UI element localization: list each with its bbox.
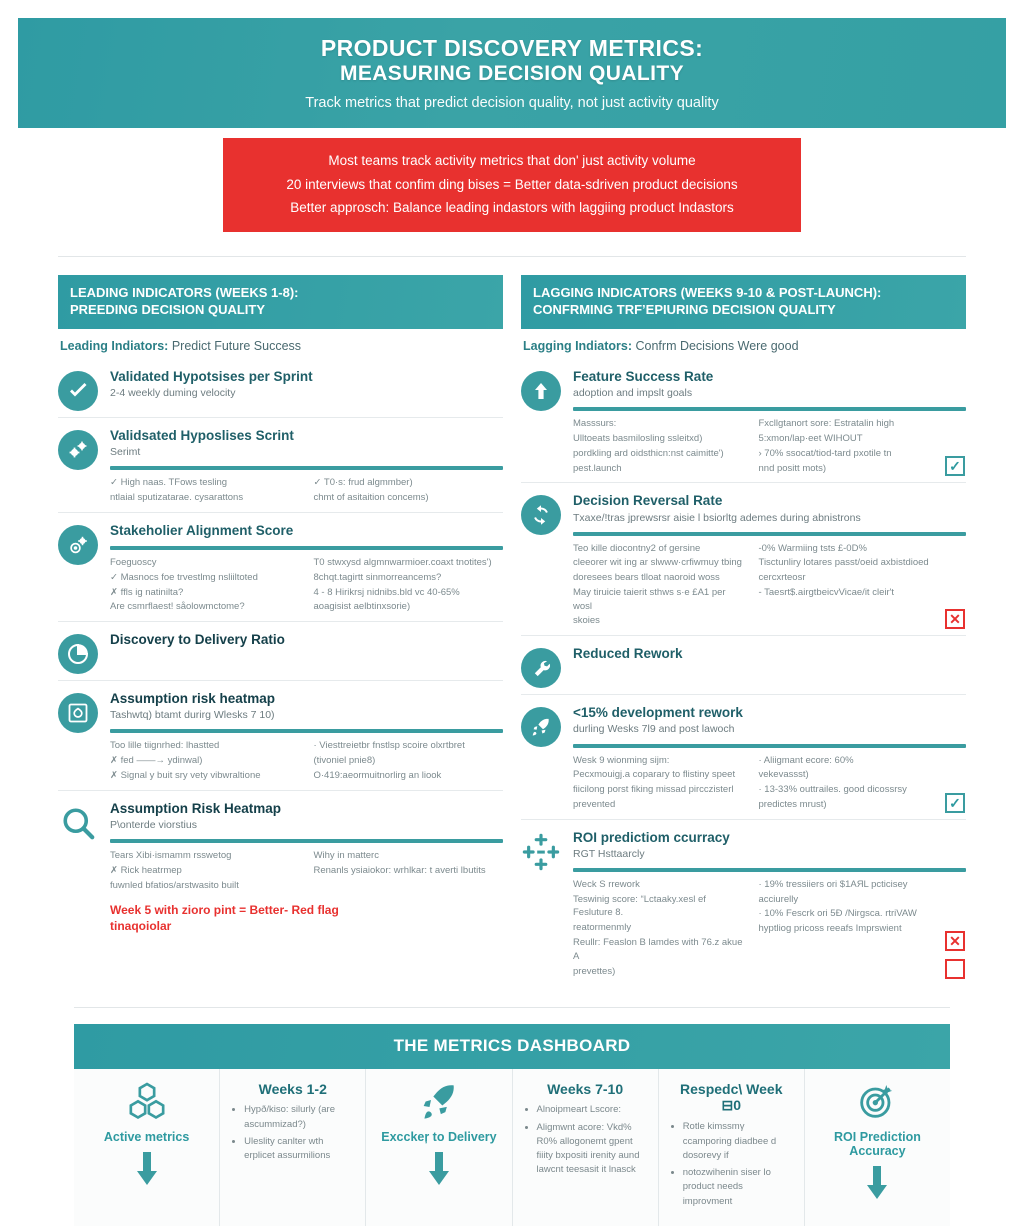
metric-body [573,493,966,629]
dashboard-title: THE METRICS DASHBOARD [74,1024,950,1069]
metric-detail-left [573,754,745,813]
leading-indicators-column [58,275,503,985]
detail-line: Weck S rrework [573,878,640,890]
detail-line: chmt of asitaition concems) [313,492,429,504]
status-checkbox-cross[interactable]: ✕ [945,931,965,951]
dashboard-cell-label: Excckeŗ to Delivery [381,1130,497,1145]
metric-detail-right [759,878,931,979]
dashboard-cell-heading: Weeks 7-10 [547,1081,624,1098]
metric-detail-right [759,417,931,476]
lagging-header-line-2: CONFRMING TRF’EPIURING DECISION QUALITY [533,302,836,318]
red-flag-note [110,903,503,934]
metric-details [110,556,503,615]
metric-detail-right [314,556,504,615]
target-icon [817,1081,938,1126]
red-flag-line-1: Week 5 with zioro pint = Better- Red flag [110,903,339,918]
alert-line-2: 20 interviews that confim ding bises = Better data-sdriven product decisions [286,176,738,192]
detail-line: nnd positt mots) [758,462,827,474]
list-item: • notozwihenin siser lo product needs improvment [683,1166,792,1209]
metric-item [58,790,503,941]
status-checkbox-cross[interactable]: ✕ [945,609,965,629]
lagging-subtitle-bold: Lagging Indiators: [523,338,633,353]
detail-line: Masssurs: [573,418,617,430]
leading-subtitle-bold: Leading Indiators: [60,338,169,353]
metric-divider-bar [573,532,966,536]
dashboard-cells [74,1069,950,1226]
detail-line: cleeorer wit ing ar slwww·crfiwmuy tbing [573,557,742,569]
metric-details [573,542,966,630]
metric-divider-bar [573,744,966,748]
metric-item [521,694,966,818]
leading-header-line-1: LEADING INDICATORS (WEEKS 1-8): [70,284,299,300]
metric-detail-left [573,542,745,630]
metric-detail-left [110,476,300,506]
metric-title: <15% development rework [573,705,743,721]
detail-line: doresees bears tlloat naoroid woss [573,572,720,584]
list-item: • Alnoipmeart Lscore: [537,1103,646,1117]
metric-divider-bar [110,729,503,733]
dashboard-cell-list [525,1103,646,1177]
detail-line: ✓ High naas. TFows tesling [110,477,228,489]
metric-body [110,428,503,506]
detail-line: Too lille tiignrhed: lhastted [110,740,220,752]
detail-line: fuwnled bfatios/arstwasito built [110,879,239,891]
detail-line: skoies [573,615,600,627]
metric-status-marks [944,878,966,979]
detail-line: vekevassst) [758,769,809,781]
metric-item [58,680,503,790]
down-arrow-icon [134,1152,160,1191]
detail-line: ntlaial sputizatarae. cysarattons [110,492,244,504]
metric-subtitle: Serimt [110,446,141,459]
detail-line: fiicilong porst fiking missad pircczisterl [573,784,734,796]
metric-body [573,369,966,476]
arrow-up-circle-icon [521,371,561,411]
gear-settings-icon [58,525,98,565]
detail-line: Wihy in matterc [313,849,379,861]
lagging-metric-list [521,359,966,985]
metric-details [573,878,966,979]
detail-line: · 10% Fescrk ori 5Ɖ /Nirgsca. rtriVAW [758,908,917,920]
metric-subtitle: RGT Hsttaarcly [573,847,645,860]
metric-status-marks [944,754,966,813]
metric-detail-left [110,739,300,783]
alert-line-1: Most teams track activity metrics that don' just activity volume [328,153,696,168]
metric-body [573,830,966,980]
page-title [321,35,703,87]
status-checkbox-checked[interactable]: ✓ [945,793,965,813]
detail-line: · Aliigmant ecore: 60% [758,754,854,766]
metric-subtitle: 2-4 weekly duming velocity [110,387,236,400]
down-arrow-icon [426,1152,452,1191]
metric-item [58,359,503,417]
metric-detail-left [573,417,745,476]
metric-body [573,646,966,688]
detail-line: ✗ ffls ig natinilta? [110,586,184,598]
indicator-columns [58,256,966,985]
metric-item [521,635,966,694]
detail-line: Tisctunliry lotares passt/oeid axbistdioed [758,557,929,569]
metric-subtitle: Txaxe/!tras jprewsrsr aisie l bsiorltg ademes during abnistrons [573,511,861,524]
red-flag-line-2: tinaqoiolar [110,918,172,933]
metric-item [58,417,503,512]
metric-item [521,359,966,482]
metric-detail-right [759,754,931,813]
detail-line: Teswinig score: “Lctaaky.xesl ef Fesluture 8. [573,893,706,919]
metric-body [110,523,503,615]
metric-title: Decision Reversal Rate [573,493,723,509]
detail-line: Teo kille diocontny2 of gersine [573,542,701,554]
metric-detail-left [110,849,300,893]
dashboard-cell-label: ROI Prediction Accuracy [834,1130,921,1159]
metric-status-marks [944,417,966,476]
lagging-indicators-column [521,275,966,985]
detail-line: -0% Warmiing tsts £-0D% [758,542,867,554]
leading-column-header [58,275,503,329]
detail-line: Ulltoeats basmilosling ssleitxd) [573,433,703,445]
leading-subtitle-rest: Predict Future Success [168,338,302,353]
detail-line: ✗ Signal y buit sry vety vibwraltione [110,769,261,781]
dashboard-cell [74,1069,219,1226]
detail-line: · 19% tressiiers ori $1AЯL pcticisey [758,878,908,890]
metric-details [110,849,503,893]
metrics-dashboard [74,1007,950,1226]
metric-detail-left [573,878,745,979]
lagging-column-subtitle [523,339,966,353]
rocket-circle-icon [521,707,561,747]
list-item: • Aligmwnt acore: Vkd% R0% allogonemt gpent fiiity bxpositi irenity aund lawcnt teesasit it lnasck [537,1121,646,1178]
detail-line: Wesk 9 wionming sijm: [573,754,670,766]
leading-column-subtitle [60,339,503,353]
down-arrow-icon [864,1166,890,1205]
check-circle-icon [58,371,98,411]
metric-body [110,369,503,411]
metric-divider-bar [110,466,503,470]
detail-line: Are csmrflaest! såolowmctome? [110,601,245,613]
metric-divider-bar [573,868,966,872]
metric-subtitle: Tashwtq) btamt durirg Wlesks 7 10) [110,709,275,722]
detail-line: T0 stwxysd algmnwarmioer.coaxt tnotites') [313,557,492,568]
metric-subtitle: durling Wesks 7l9 and post lawoch [573,723,735,736]
crosshair-icon [521,832,561,872]
metric-body [110,632,503,674]
detail-line: ✓ T0·s: frud algmmber) [313,477,413,489]
metric-subtitle: P\onterde viorstius [110,818,197,831]
metric-status-marks [944,542,966,630]
page-subtitle: Track metrics that predict decision quality, not just activity quality [305,94,719,111]
metric-subtitle: adoption and impslt goals [573,387,693,400]
list-item: • Hypð/kiso: silurly (are ascummizad?) [244,1103,353,1132]
dashboard-cell-list [671,1120,792,1209]
detail-line: Foeguoscy [110,557,157,568]
dashboard-cell [219,1069,365,1226]
detail-line: ✗ Rick heatrmep [110,864,182,876]
metric-title: Assumption Risk Heatmap [110,800,282,816]
detail-line: May tiruicie taierit sthws s·e £A1 per wosl [573,586,726,612]
metric-detail-right [314,476,504,506]
title-line-2: MEASURING DECISION QUALITY [339,62,685,86]
status-checkbox-empty[interactable] [945,959,965,979]
metric-title: Discovery to Delivery Ratio [110,632,285,648]
status-checkbox-checked[interactable]: ✓ [945,456,965,476]
detail-line: (tivoniel pnie8) [313,755,376,767]
detail-line: reatormenmly [573,922,632,934]
metric-title: Stakeholier Alignment Score [110,522,294,538]
detail-line: · Viesttreietbr fnstlsp scoire olxrtbret [313,740,465,752]
detail-line: Tears Xibi·ismamm rsswetog [110,849,232,861]
detail-line: 5:xmon/lap·eet WIHOUT [758,433,863,445]
title-line-1: PRODUCT DISCOVERY METRICS: [320,35,704,62]
metric-details [110,739,503,783]
metric-title: ROI predictiom ccurracy [573,829,730,845]
metric-divider-bar [110,839,503,843]
detail-line: predictes mrust) [758,798,827,810]
dashboard-cell [365,1069,511,1226]
lagging-header-line-1: LAGGING INDICATORS (WEEKS 9-10 & POST-LAUNCH): [533,284,882,300]
metric-title: Feature Success Rate [573,368,714,384]
metric-details [573,754,966,813]
detail-line: 8chqt.tagirtt sinmorreancems? [313,571,442,583]
detail-line: 4 - 8 Hirikrsj nidnibs.bld vc 40-65% [313,586,460,598]
dashboard-cell-label: Active metrics [103,1130,190,1145]
detail-line: hyptliog pricoss reeafs Imprswient [758,923,902,935]
dashboard-cell-list [232,1103,353,1163]
metric-body [573,705,966,812]
boxes-icon [86,1081,207,1126]
metric-item [58,512,503,621]
metric-detail-right [759,542,931,630]
metric-item [58,621,503,680]
detail-line: Renanls ysiaiokor: wrhlkar: t averti lbutits [313,864,486,876]
metric-divider-bar [110,546,503,550]
metric-title: Validsated Hyposlises Scrint [110,427,294,443]
list-item: • Rotle kimssmγ ccamporing diadbee d dosorevy if [683,1120,792,1163]
detail-line: cercxrteosr [758,572,806,584]
metric-divider-bar [573,407,966,411]
metric-details [110,476,503,506]
image-frame-icon [58,693,98,733]
alert-line-3: Better approsch: Balance leading indastors with laggiing product Indastors [290,200,734,216]
gears-icon [58,430,98,470]
detail-line: pest.launch [573,462,622,474]
rocket-icon [378,1081,499,1126]
magnifier-icon [58,803,98,843]
wrench-circle-icon [521,648,561,688]
metric-title: Reduced Rework [573,646,683,662]
metric-detail-right [314,739,504,783]
metric-item [521,482,966,635]
dashboard-cell [804,1069,950,1226]
alert-banner [223,138,801,232]
detail-line: Fxcllgtanort sore: Estratalin high [758,418,895,430]
list-item: • Uleslity canlter wth erplicet assurmilions [244,1135,353,1164]
lagging-column-header [521,275,966,329]
leading-metric-list [58,359,503,941]
metric-details [573,417,966,476]
detail-line: · 13-33% outtrailes. good dicossrsy [758,784,907,796]
dashboard-cell-heading: Weeks 1-2 [258,1081,327,1098]
pie-chart-icon [58,634,98,674]
metric-detail-right [314,849,504,893]
refresh-circle-icon [521,495,561,535]
detail-line: prevettes) [573,965,616,977]
lagging-subtitle-rest: Confrm Decisions Were good [632,338,799,353]
dashboard-cell-heading: Respedc\ Week ⊟0 [680,1081,783,1114]
detail-line: O·419:aeormuitnorlirg an liook [313,769,442,781]
metric-body [110,691,503,784]
dashboard-cell [512,1069,658,1226]
detail-line: - Taesrt$.airgtbeicvVicae/it cleir't [758,586,895,598]
detail-line: › 70% ssocat/tiod-tard pxotile tn [758,447,892,459]
leading-header-line-2: PREEDING DECISION QUALITY [70,302,266,318]
metric-title: Validated Hypotsises per Sprint [110,368,313,384]
detail-line: pordkling ard oidsthicn:nst caimitte') [573,447,724,459]
detail-line: acciurelly [758,893,799,905]
header-banner [18,18,1006,128]
detail-line: aoagisist aelbtinxsorie) [313,601,411,613]
detail-line: ✓ Masnocs foe trvestlmg nsliiltoted [110,571,258,583]
detail-line: ✗ fed ——→ ydinwal) [110,755,203,767]
metric-title: Assumption risk heatmap [110,691,276,707]
detail-line: Reullr: Feaslon B lamdes with 76.z akue A [573,937,743,962]
detail-line: prevented [573,798,616,810]
metric-detail-left [110,556,300,615]
metric-body [110,801,503,935]
metric-item [521,819,966,986]
dashboard-cell [658,1069,804,1226]
detail-line: Pecxmouigj.a coparary to flistiny speet [573,769,736,781]
